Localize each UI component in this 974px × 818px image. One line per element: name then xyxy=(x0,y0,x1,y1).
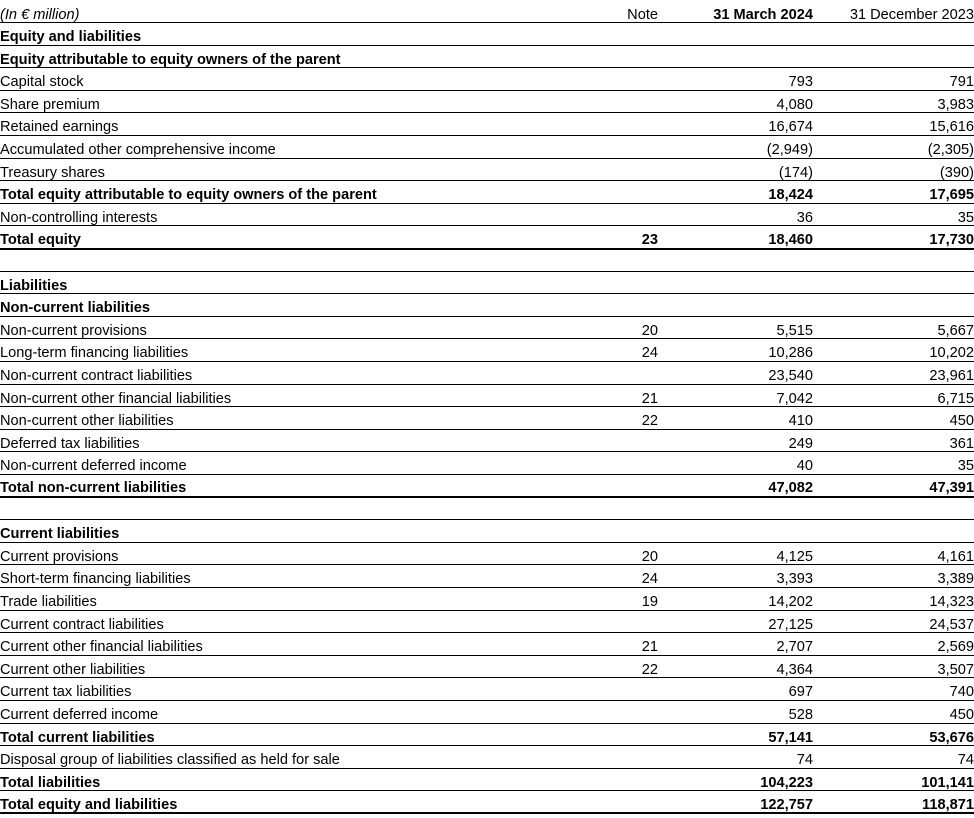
cell-label: Current liabilities xyxy=(0,520,596,543)
period-current-header: 31 March 2024 xyxy=(658,0,813,23)
cell-note xyxy=(596,113,658,136)
cell-v2: (390) xyxy=(813,158,974,181)
cell-note: 21 xyxy=(596,633,658,656)
cell-v2: 24,537 xyxy=(813,610,974,633)
cell-v1: 10,286 xyxy=(658,339,813,362)
cell-note xyxy=(596,746,658,769)
header-row xyxy=(0,0,974,23)
cell-v1: 410 xyxy=(658,407,813,430)
cell-note xyxy=(596,791,658,814)
cell-v1 xyxy=(658,520,813,543)
cell-v2: 17,695 xyxy=(813,181,974,204)
cell-label: Accumulated other comprehensive income xyxy=(0,136,596,159)
cell-v1 xyxy=(658,294,813,317)
cell-note: 22 xyxy=(596,655,658,678)
cell-v2: 35 xyxy=(813,203,974,226)
cell-v2: 101,141 xyxy=(813,768,974,791)
cell-label: Total non-current liabilities xyxy=(0,474,596,497)
line-item-row xyxy=(0,700,974,723)
cell-label: Current deferred income xyxy=(0,700,596,723)
cell-label: Non-current other financial liabilities xyxy=(0,384,596,407)
cell-label: Treasury shares xyxy=(0,158,596,181)
line-item-row xyxy=(0,136,974,159)
cell-v1: (174) xyxy=(658,158,813,181)
cell-note: 21 xyxy=(596,384,658,407)
cell-v1 xyxy=(658,45,813,68)
cell-v2 xyxy=(813,45,974,68)
cell-label: Current other financial liabilities xyxy=(0,633,596,656)
cell-v2: 23,961 xyxy=(813,362,974,385)
cell-v2: 14,323 xyxy=(813,587,974,610)
cell-v1: 5,515 xyxy=(658,316,813,339)
line-item-row xyxy=(0,407,974,430)
cell-v2 xyxy=(813,520,974,543)
cell-v1: 40 xyxy=(658,452,813,475)
line-item-row xyxy=(0,633,974,656)
cell-v1: 16,674 xyxy=(658,113,813,136)
cell-v1: 697 xyxy=(658,678,813,701)
cell-note xyxy=(596,362,658,385)
spacer-row xyxy=(0,497,974,520)
cell-v1: 528 xyxy=(658,700,813,723)
cell-note: 20 xyxy=(596,542,658,565)
line-item-row xyxy=(0,203,974,226)
cell-v2: 17,730 xyxy=(813,226,974,249)
cell-v2: 3,389 xyxy=(813,565,974,588)
cell-note xyxy=(596,158,658,181)
cell-note xyxy=(596,181,658,204)
cell-label: Non-current provisions xyxy=(0,316,596,339)
cell-v2: (2,305) xyxy=(813,136,974,159)
cell-label xyxy=(0,497,596,520)
line-item-row xyxy=(0,362,974,385)
cell-label: Current tax liabilities xyxy=(0,678,596,701)
cell-v1: 249 xyxy=(658,429,813,452)
table-body xyxy=(0,23,974,814)
line-item-row xyxy=(0,678,974,701)
cell-v1: 4,080 xyxy=(658,90,813,113)
cell-v2: 47,391 xyxy=(813,474,974,497)
cell-note xyxy=(596,700,658,723)
cell-label: Non-current deferred income xyxy=(0,452,596,475)
total-row xyxy=(0,791,974,814)
line-item-row xyxy=(0,158,974,181)
cell-note: 20 xyxy=(596,316,658,339)
cell-v2 xyxy=(813,271,974,294)
line-item-row xyxy=(0,113,974,136)
cell-v1: 23,540 xyxy=(658,362,813,385)
cell-label: Total current liabilities xyxy=(0,723,596,746)
section-heading-row xyxy=(0,45,974,68)
spacer-row xyxy=(0,249,974,272)
cell-label: Liabilities xyxy=(0,271,596,294)
subtotal-row xyxy=(0,723,974,746)
cell-label: Share premium xyxy=(0,90,596,113)
cell-v1: 18,424 xyxy=(658,181,813,204)
cell-v1: 122,757 xyxy=(658,791,813,814)
cell-note: 24 xyxy=(596,565,658,588)
cell-note xyxy=(596,452,658,475)
cell-v2: 361 xyxy=(813,429,974,452)
cell-label: Non-current liabilities xyxy=(0,294,596,317)
period-prior-header: 31 December 2023 xyxy=(813,0,974,23)
line-item-row xyxy=(0,542,974,565)
cell-label: Non-current other liabilities xyxy=(0,407,596,430)
cell-v2 xyxy=(813,249,974,272)
cell-note: 23 xyxy=(596,226,658,249)
cell-v2 xyxy=(813,294,974,317)
line-item-row xyxy=(0,452,974,475)
cell-note xyxy=(596,497,658,520)
cell-note: 22 xyxy=(596,407,658,430)
cell-note: 19 xyxy=(596,587,658,610)
line-item-row xyxy=(0,339,974,362)
cell-v1: 4,125 xyxy=(658,542,813,565)
line-item-row xyxy=(0,587,974,610)
cell-v2: 4,161 xyxy=(813,542,974,565)
line-item-row xyxy=(0,746,974,769)
section-heading-row xyxy=(0,271,974,294)
cell-label xyxy=(0,249,596,272)
cell-label: Equity attributable to equity owners of the parent xyxy=(0,45,596,68)
cell-v1: 47,082 xyxy=(658,474,813,497)
cell-label: Total equity xyxy=(0,226,596,249)
cell-v2: 3,983 xyxy=(813,90,974,113)
cell-v1: 74 xyxy=(658,746,813,769)
cell-v2: 53,676 xyxy=(813,723,974,746)
note-column-header: Note xyxy=(596,0,658,23)
cell-v2: 6,715 xyxy=(813,384,974,407)
line-item-row xyxy=(0,384,974,407)
line-item-row xyxy=(0,316,974,339)
cell-label: Current provisions xyxy=(0,542,596,565)
cell-note xyxy=(596,203,658,226)
section-heading-row xyxy=(0,294,974,317)
cell-note xyxy=(596,249,658,272)
cell-note xyxy=(596,45,658,68)
cell-label: Non-current contract liabilities xyxy=(0,362,596,385)
cell-label: Retained earnings xyxy=(0,113,596,136)
subtotal-row xyxy=(0,181,974,204)
cell-v1: 793 xyxy=(658,68,813,91)
cell-label: Current contract liabilities xyxy=(0,610,596,633)
cell-label: Disposal group of liabilities classified as held for sale xyxy=(0,746,596,769)
cell-label: Equity and liabilities xyxy=(0,23,596,46)
section-heading-row xyxy=(0,23,974,46)
cell-v1 xyxy=(658,271,813,294)
cell-v1: 4,364 xyxy=(658,655,813,678)
line-item-row xyxy=(0,655,974,678)
cell-v1 xyxy=(658,23,813,46)
cell-note xyxy=(596,474,658,497)
cell-label: Capital stock xyxy=(0,68,596,91)
line-item-row xyxy=(0,429,974,452)
cell-v2: 791 xyxy=(813,68,974,91)
cell-label: Trade liabilities xyxy=(0,587,596,610)
cell-v1: 18,460 xyxy=(658,226,813,249)
cell-note xyxy=(596,678,658,701)
cell-note xyxy=(596,768,658,791)
cell-v2: 450 xyxy=(813,407,974,430)
cell-v2 xyxy=(813,497,974,520)
cell-label: Current other liabilities xyxy=(0,655,596,678)
cell-label: Deferred tax liabilities xyxy=(0,429,596,452)
cell-v2: 35 xyxy=(813,452,974,475)
cell-v1: 2,707 xyxy=(658,633,813,656)
cell-v2: 74 xyxy=(813,746,974,769)
cell-v1: 14,202 xyxy=(658,587,813,610)
cell-label: Non-controlling interests xyxy=(0,203,596,226)
cell-v2: 118,871 xyxy=(813,791,974,814)
units-label: (In € million) xyxy=(0,0,596,23)
cell-v1: 7,042 xyxy=(658,384,813,407)
cell-v2: 15,616 xyxy=(813,113,974,136)
cell-note xyxy=(596,294,658,317)
cell-note xyxy=(596,429,658,452)
cell-label: Total liabilities xyxy=(0,768,596,791)
cell-v2: 10,202 xyxy=(813,339,974,362)
cell-note xyxy=(596,68,658,91)
line-item-row xyxy=(0,68,974,91)
cell-label: Short-term financing liabilities xyxy=(0,565,596,588)
cell-v2 xyxy=(813,23,974,46)
cell-v1: 57,141 xyxy=(658,723,813,746)
cell-v1: 36 xyxy=(658,203,813,226)
section-heading-row xyxy=(0,520,974,543)
line-item-row xyxy=(0,90,974,113)
cell-note: 24 xyxy=(596,339,658,362)
cell-v2: 2,569 xyxy=(813,633,974,656)
line-item-row xyxy=(0,610,974,633)
cell-label: Total equity and liabilities xyxy=(0,791,596,814)
cell-label: Long-term financing liabilities xyxy=(0,339,596,362)
cell-note xyxy=(596,723,658,746)
cell-note xyxy=(596,271,658,294)
cell-v2: 450 xyxy=(813,700,974,723)
cell-v2: 740 xyxy=(813,678,974,701)
table-header xyxy=(0,0,974,23)
cell-note xyxy=(596,90,658,113)
cell-v1 xyxy=(658,249,813,272)
cell-v2: 3,507 xyxy=(813,655,974,678)
cell-v1: 104,223 xyxy=(658,768,813,791)
cell-v2: 5,667 xyxy=(813,316,974,339)
total-row xyxy=(0,474,974,497)
cell-note xyxy=(596,23,658,46)
cell-note xyxy=(596,520,658,543)
cell-v1: 3,393 xyxy=(658,565,813,588)
total-row xyxy=(0,226,974,249)
cell-note xyxy=(596,136,658,159)
cell-note xyxy=(596,610,658,633)
cell-v1: (2,949) xyxy=(658,136,813,159)
cell-v1: 27,125 xyxy=(658,610,813,633)
cell-v1 xyxy=(658,497,813,520)
cell-label: Total equity attributable to equity owners of the parent xyxy=(0,181,596,204)
subtotal-row xyxy=(0,768,974,791)
line-item-row xyxy=(0,565,974,588)
